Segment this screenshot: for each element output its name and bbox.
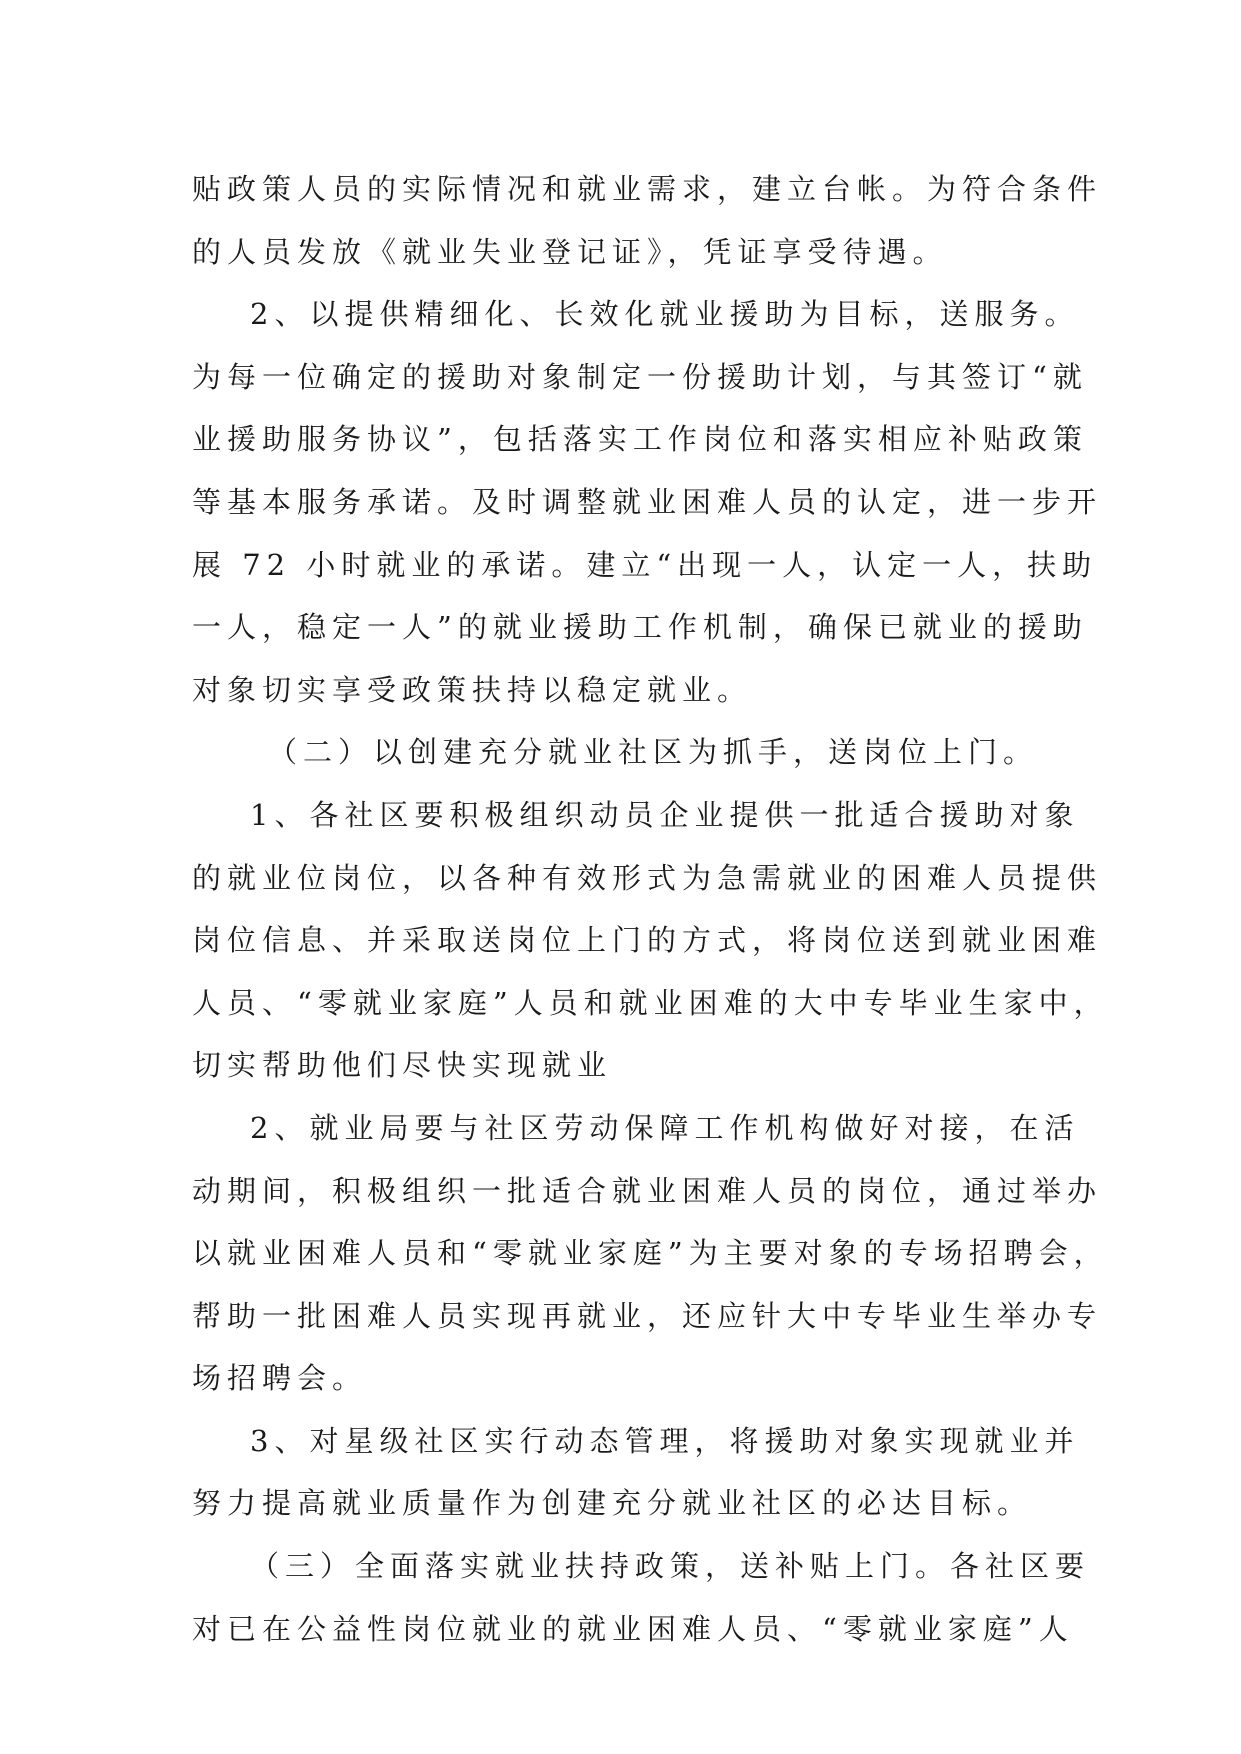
paragraph-start-line: 3、对星级社区实行动态管理，将援助对象实现就业并 [250,1423,1080,1458]
text-line: 切实帮助他们尽快实现就业 [192,1048,613,1083]
text-line: 场招聘会。 [192,1361,368,1396]
text-line: 对象切实享受政策扶持以稳定就业。 [192,672,753,707]
section-heading-line: （三）全面落实就业扶持政策，送补贴上门。各社区要 [250,1549,1091,1584]
text-line: 帮助一批困难人员实现再就业，还应针大中专毕业生举办专 [192,1298,1103,1333]
text-line: 的就业位岗位，以各种有效形式为急需就业的困难人员提供 [192,860,1103,895]
text-line: 贴政策人员的实际情况和就业需求，建立台帐。为符合条件 [192,172,1103,206]
body-text [192,158,1109,1660]
paragraph-start-line: 1、各社区要积极组织动员企业提供一批适合援助对象 [250,797,1080,832]
text-line: 一人，稳定一人”的就业援助工作机制，确保已就业的援助 [192,610,1088,645]
text-line: 的人员发放《就业失业登记证》，凭证享受待遇。 [192,234,948,269]
paragraph-start-line: 2、以提供精细化、长效化就业援助为目标，送服务。 [250,297,1080,332]
paragraph-start-line: 2、就业局要与社区劳动保障工作机构做好对接，在活 [250,1110,1080,1145]
text-line: 人员、“零就业家庭”人员和就业困难的大中专毕业生家中， [192,985,1109,1020]
text-line: 岗位信息、并采取送岗位上门的方式，将岗位送到就业困难 [192,923,1103,958]
text-line: 展 72 小时就业的承诺。建立“出现一人，认定一人，扶助 [192,547,1098,582]
text-line: 对已在公益性岗位就业的就业困难人员、“零就业家庭”人 [192,1611,1074,1646]
text-line: 动期间，积极组织一批适合就业困难人员的岗位，通过举办 [192,1173,1103,1208]
section-heading-line: （二）以创建充分就业社区为抓手，送岗位上门。 [268,735,1039,770]
text-line: 以就业困难人员和“零就业家庭”为主要对象的专场招聘会， [192,1236,1109,1271]
text-line: 业援助服务协议”，包括落实工作岗位和落实相应补贴政策 [192,422,1088,457]
text-line: 努力提高就业质量作为创建充分就业社区的必达目标。 [192,1486,1033,1521]
text-line: 为每一位确定的援助对象制定一份援助计划，与其签订“就 [192,359,1088,394]
text-line: 等基本服务承诺。及时调整就业困难人员的认定，进一步开 [192,484,1103,519]
